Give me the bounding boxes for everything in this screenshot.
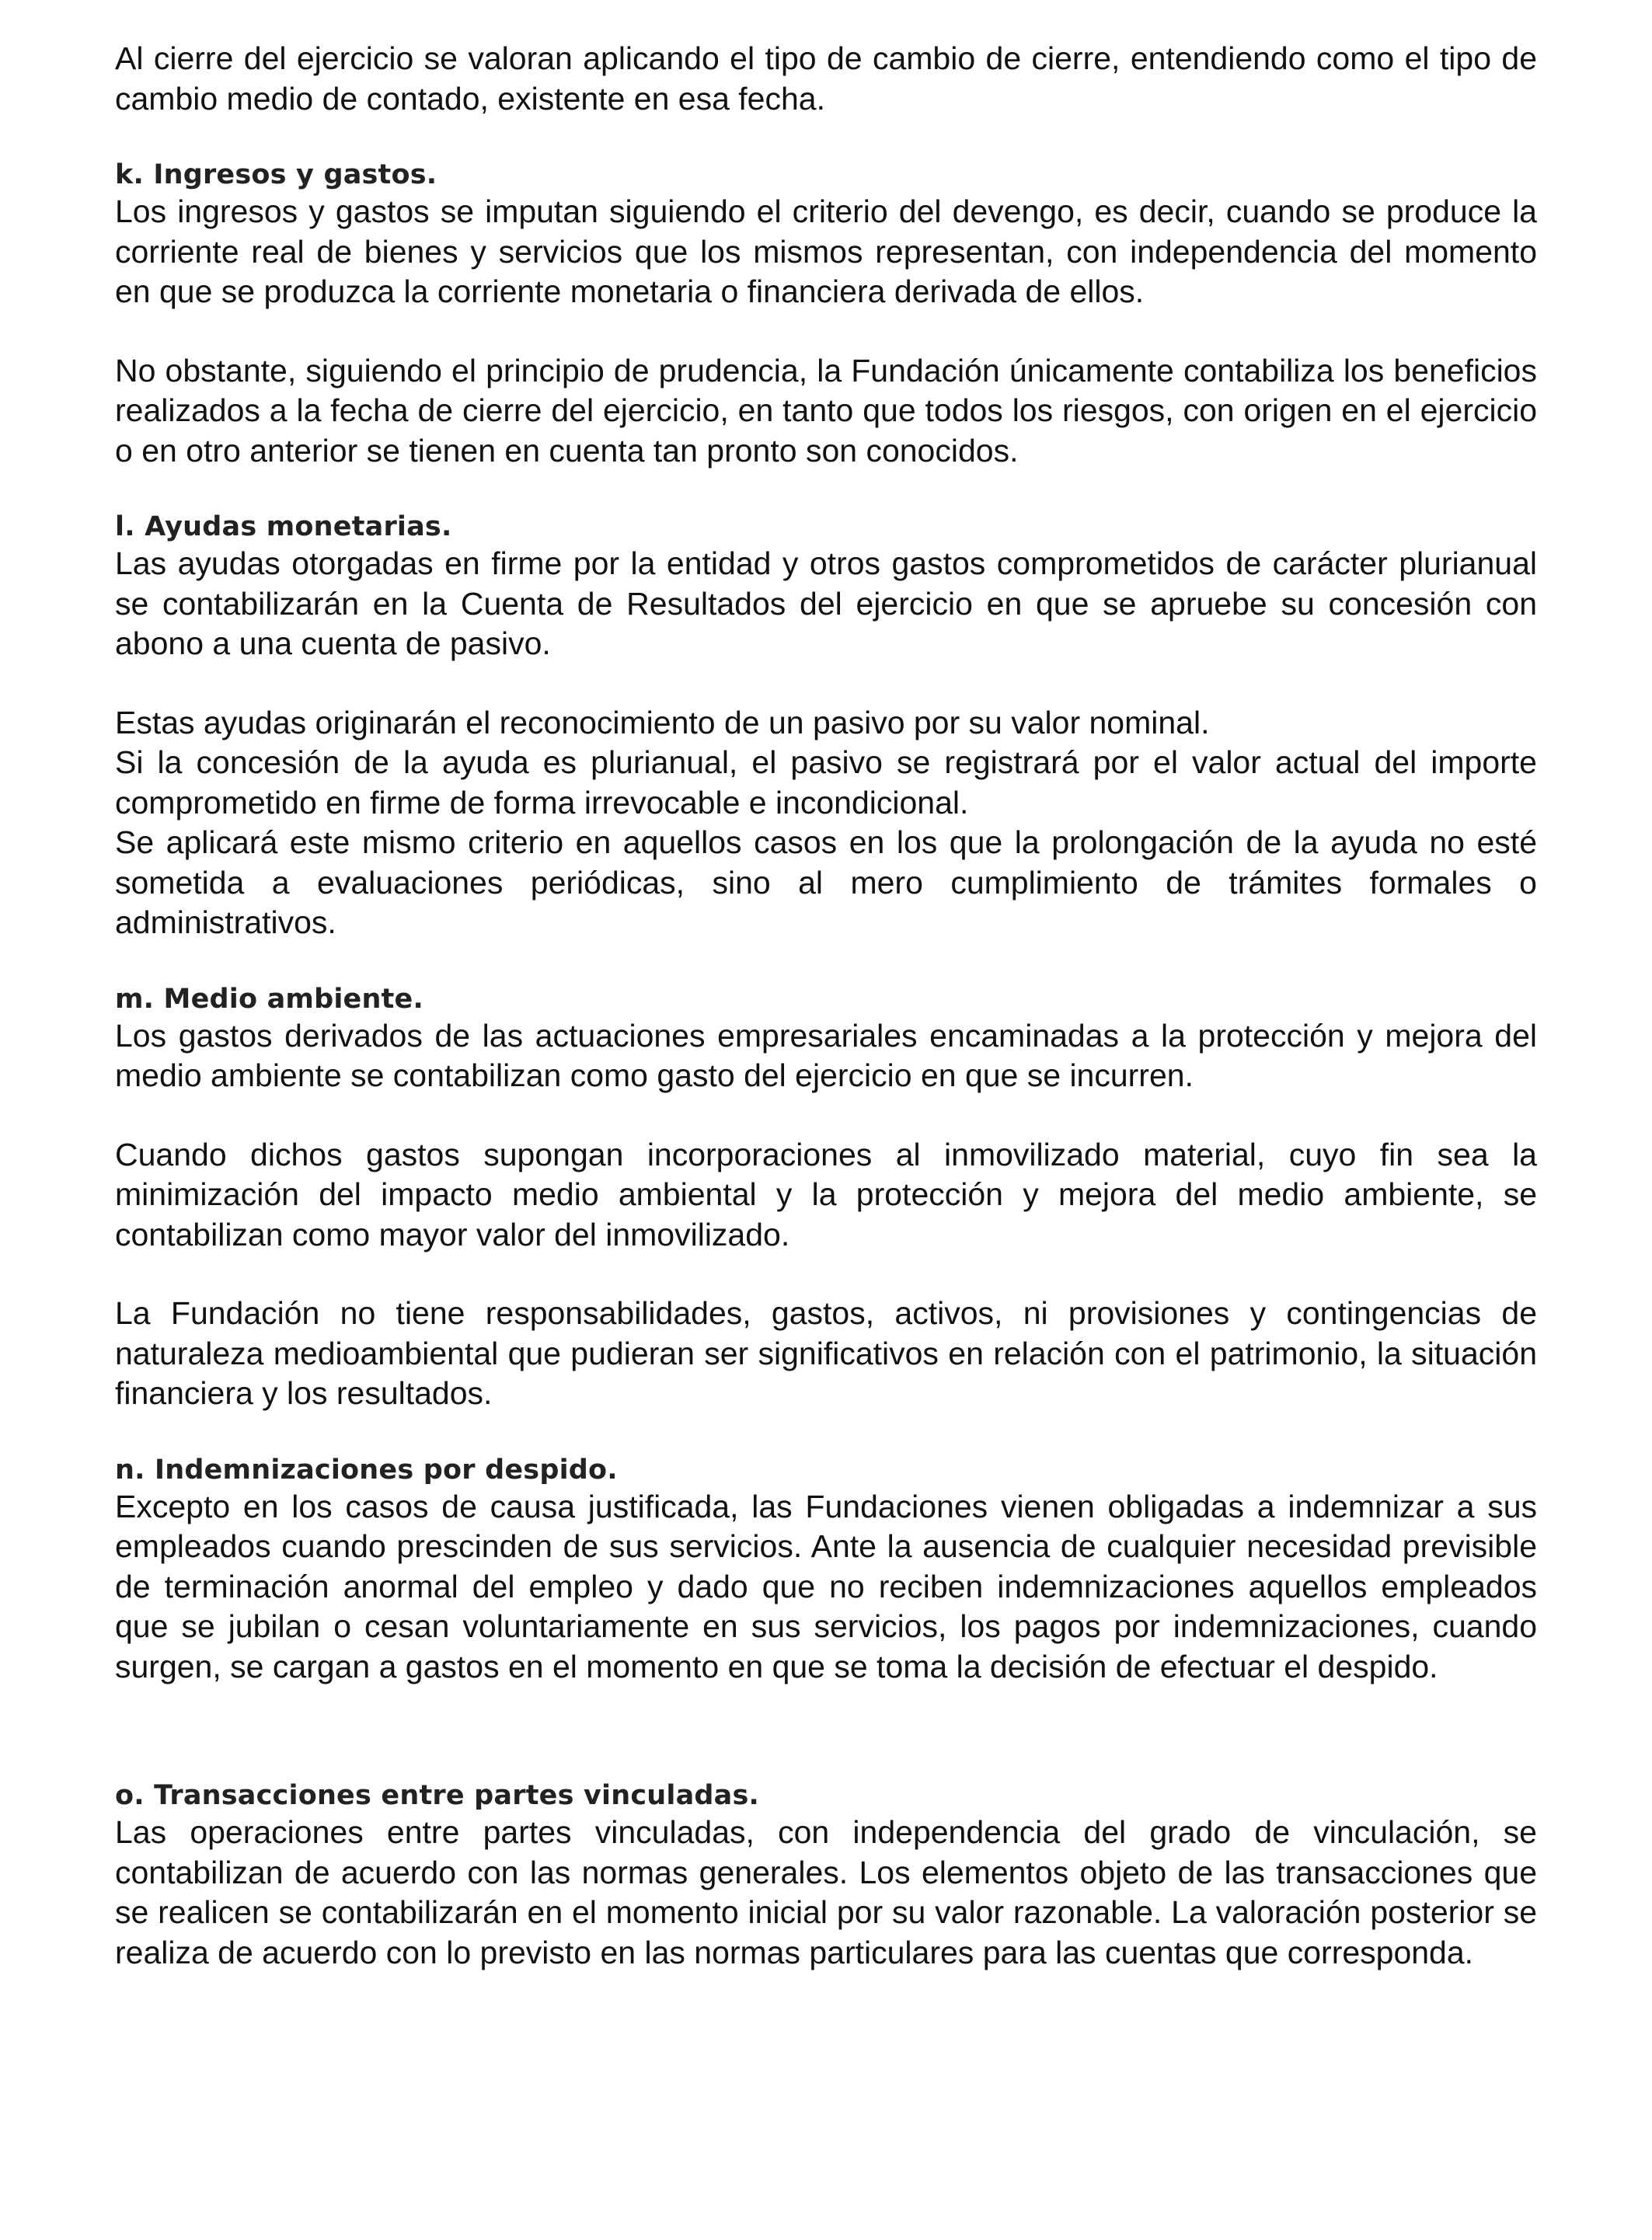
section-heading: o. Transacciones entre partes vinculadas. — [115, 1780, 760, 1811]
spacer — [115, 1414, 1537, 1453]
section-heading: m. Medio ambiente. — [115, 983, 423, 1015]
intro-paragraph: Al cierre del ejercicio se valoran aplicando el tipo de cambio de cierre, entendiendo como el tipo de cambio medio de contado, existente en esa fecha. — [115, 40, 1537, 117]
section-medio-ambiente — [115, 982, 1537, 1414]
spacer — [115, 312, 1537, 351]
section-partes-vinculadas — [115, 1778, 1537, 1973]
spacer — [115, 119, 1537, 158]
spacer — [115, 1096, 1537, 1135]
paragraph: Si la concesión de la ayuda es plurianual, el pasivo se registrará por el valor actual del importe comprometido en firme de forma irrevocable e incondicional. — [115, 744, 1537, 820]
paragraph: La Fundación no tiene responsabilidades, gastos, activos, ni provisiones y contingencias de naturaleza medioambiental que pudieran ser significativos en relación con el patrimonio, la situación financiera y los resultados. — [115, 1295, 1537, 1411]
section-ayudas-monetarias — [115, 510, 1537, 943]
paragraph: Los ingresos y gastos se imputan siguiendo el criterio del devengo, es decir, cuando se produce la corriente real de bienes y servicios que los mismos representan, con independencia del momento en que se produzca la corriente monetaria o financiera derivada de ellos. — [115, 193, 1537, 309]
section-heading: l. Ayudas monetarias. — [115, 511, 452, 542]
spacer — [115, 471, 1537, 510]
paragraph: Las ayudas otorgadas en firme por la entidad y otros gastos comprometidos de carácter plurianual se contabilizarán en la Cuenta de Resultados del ejercicio en que se apruebe su concesión con abono a una cuenta de pasivo. — [115, 545, 1537, 661]
section-ingresos-gastos — [115, 158, 1537, 471]
paragraph: Las operaciones entre partes vinculadas, con independencia del grado de vinculación, se contabilizan de acuerdo con las normas generales. Los elementos objeto de las transacciones que se realicen se contabilizarán en el momento inicial por su valor razonable. La valoración posterior se realiza de acuerdo con lo previsto en las normas particulares para las cuentas que corresponda. — [115, 1814, 1537, 1970]
spacer — [115, 943, 1537, 982]
paragraph: Estas ayudas originarán el reconocimiento de un pasivo por su valor nominal. — [115, 704, 1210, 740]
paragraph: Cuando dichos gastos supongan incorporaciones al inmovilizado material, cuyo fin sea la minimización del impacto medio ambiental y la protección y mejora del medio ambiente, se contabilizan como mayor valor del inmovilizado. — [115, 1136, 1537, 1252]
section-indemnizaciones — [115, 1453, 1537, 1688]
spacer — [115, 1255, 1537, 1294]
section-heading: n. Indemnizaciones por despido. — [115, 1454, 618, 1486]
paragraph: No obstante, siguiendo el principio de prudencia, la Fundación únicamente contabiliza los beneficios realizados a la fecha de cierre del ejercicio, en tanto que todos los riesgos, con origen en el ejercicio o en otro anterior se tienen en cuenta tan pronto son conocidos. — [115, 352, 1537, 469]
document-page — [115, 39, 1537, 1973]
section-heading: k. Ingresos y gastos. — [115, 159, 437, 190]
spacer — [115, 1687, 1537, 1778]
spacer — [115, 664, 1537, 703]
paragraph: Los gastos derivados de las actuaciones empresariales encaminadas a la protección y mejora del medio ambiente se contabilizan como gasto del ejercicio en que se incurren. — [115, 1017, 1537, 1093]
paragraph: Se aplicará este mismo criterio en aquellos casos en los que la prolongación de la ayuda no esté sometida a evaluaciones periódicas, sino al mero cumplimiento de trámites formales o administrativos. — [115, 824, 1537, 940]
paragraph: Excepto en los casos de causa justificada, las Fundaciones vienen obligadas a indemnizar a sus empleados cuando prescinden de sus servicios. Ante la ausencia de cualquier necesidad previsible de terminación anormal del empleo y dado que no reciben indemnizaciones aquellos empleados que se jubilan o cesan voluntariamente en sus servicios, los pagos por indemnizaciones, cuando surgen, se cargan a gastos en el momento en que se toma la decisión de efectuar el despido. — [115, 1488, 1537, 1684]
